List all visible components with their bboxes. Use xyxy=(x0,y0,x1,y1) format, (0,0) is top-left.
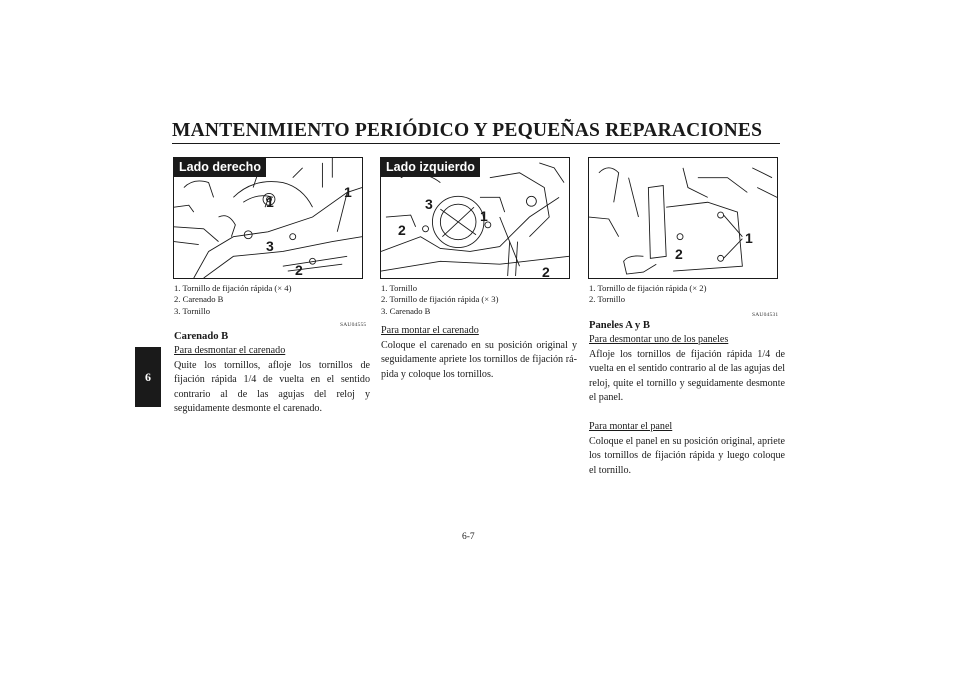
legend-item: 3. Tornillo xyxy=(174,305,211,316)
callout-2: 2 xyxy=(542,264,550,279)
reference-code: SAU04555 xyxy=(340,322,367,328)
figure-label: Lado izquierdo xyxy=(381,158,480,177)
body-text: Coloque el carenado en su posición original y seguidamente apriete los tornillos de fijación rá-pida y coloque los tornillos. xyxy=(381,339,577,380)
body-text: Coloque el panel en su posición original, apriete los tornillos de fijación rápida y luego coloque el tornillo. xyxy=(589,435,785,476)
callout-3: 3 xyxy=(425,196,433,212)
page-title: MANTENIMIENTO PERIÓDICO Y PEQUEÑAS REPARACIONES xyxy=(172,120,763,141)
figure-legend xyxy=(381,283,581,317)
subheading: Para desmontar el carenado xyxy=(174,345,286,356)
legend-item: 2. Tornillo de fijación rápida (× 3) xyxy=(381,294,499,305)
section-tab: 6 xyxy=(135,347,161,407)
legend-item: 1. Tornillo de fijación rápida (× 4) xyxy=(174,283,292,293)
section-heading: Paneles A y B xyxy=(589,320,650,331)
subheading: Para montar el panel xyxy=(589,420,673,432)
callout-1: 1 xyxy=(344,184,352,200)
reference-code: SAU04531 xyxy=(752,312,779,318)
panels-drawing-icon xyxy=(589,158,777,278)
column-montar-carenado xyxy=(381,324,577,382)
callout-3: 3 xyxy=(266,238,274,254)
callout-1: 1 xyxy=(480,208,488,224)
callout-1: 1 xyxy=(266,194,274,210)
figure-right-side xyxy=(173,157,363,279)
legend-item: 1. Tornillo xyxy=(381,283,418,293)
callout-2: 2 xyxy=(398,222,406,238)
legend-item: 2. Carenado B xyxy=(174,294,224,305)
callout-1: 1 xyxy=(745,230,753,246)
section-heading: Carenado B xyxy=(174,331,229,342)
figure-panels xyxy=(588,157,778,279)
callout-2: 2 xyxy=(295,262,303,278)
body-text: Afloje los tornillos de fijación rápida 1/4 de vuelta en el sentido contrario al de las agujas del reloj, quite el tornillo y seguidamente desmonte el panel. xyxy=(589,348,785,404)
column-carenado-b xyxy=(174,330,370,417)
subheading: Para desmontar uno de los paneles xyxy=(589,334,729,345)
page-number: 6-7 xyxy=(462,532,475,542)
column-paneles xyxy=(589,319,785,478)
callout-2: 2 xyxy=(675,246,683,262)
subheading: Para montar el carenado xyxy=(381,325,479,336)
title-rule xyxy=(172,143,780,144)
figure-legend xyxy=(589,283,789,306)
body-text: Quite los tornillos, afloje los tornillos de fijación rápida 1/4 de vuelta en el sentido contrario al de las agujas del reloj y seguidamente desmonte el carenado. xyxy=(174,359,370,415)
legend-item: 1. Tornillo de fijación rápida (× 2) xyxy=(589,283,707,293)
figure-left-side xyxy=(380,157,570,279)
legend-item: 2. Tornillo xyxy=(589,294,626,305)
legend-item: 3. Carenado B xyxy=(381,305,431,316)
figure-label: Lado derecho xyxy=(174,158,266,177)
figure-legend xyxy=(174,283,374,317)
